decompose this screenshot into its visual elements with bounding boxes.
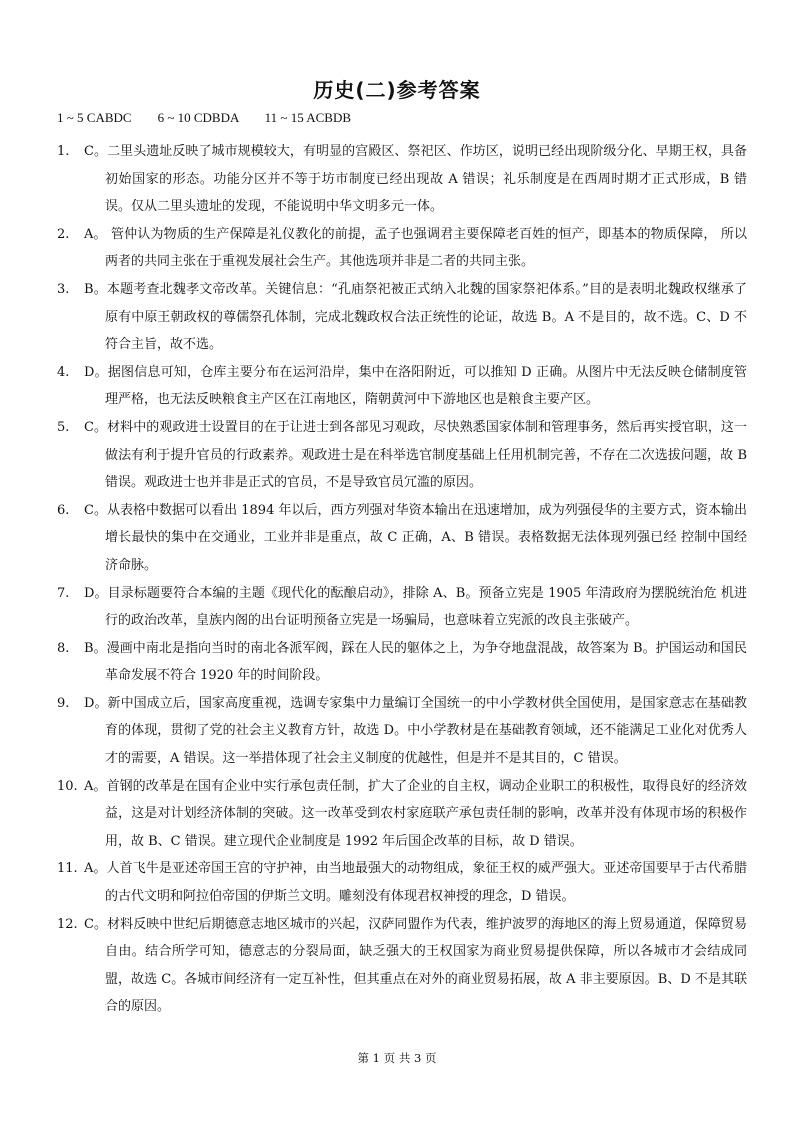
answer-text: C。从表格中数据可以看出 1894 年以后，西方列强对华资本输出在迅速增加，成为列强侵华的主要方式，资本输出增长最快的集中在交通业，工业并非是重点，故 C 正确，A、B 错误。表格数据无法体现列强已经 控制中国经济命脉。 [84,502,747,573]
answer-item [57,359,747,414]
answer-number: 3. [57,281,70,297]
answer-text: A。首钢的改革是在国有企业中实行承包责任制，扩大了企业的自主权，调动企业职工的积极性，取得良好的经济效益，这是对计划经济体制的突破。这一改革受到农村家庭联产承包责任制的影响，改革并没有体现市场的积极作用，故 B、C 错误。建立现代企业制度是 1992 年后国企改革的目标，故 D 错误。 [84,778,747,849]
answer-text: B。漫画中南北是指向当时的南北各派军阀，踩在人民的躯体之上，为争夺地盘混战，故答案为 B。护国运动和国民革命发展不符合 1920 年的时间阶段。 [84,640,747,684]
answer-item [57,635,747,690]
answer-number: 11. [57,861,78,877]
page-footer: 第 1 页 共 3 页 [357,1051,437,1065]
answer-item [57,855,747,910]
answer-text: C。材料中的观政进士设置目的在于让进士到各部见习观政，尽快熟悉国家体制和管理事务，然后再实授官职，这一做法有利于提升官员的行政素养。观政进士是在科举选官制度基础上任用机制完善，不存在二次选拔问题，故 B 错误。观政进士也并非是正式的官员，不是导致官员冗滥的原因。 [84,419,747,491]
answer-text: A。 管仲认为物质的生产保障是礼仪教化的前提，孟子也强调君主要保障老百姓的恒产，即基本的物质保障， 所以两者的共同主张在于重视发展社会生产。其他选项并非是二者的共同主张。 [84,226,747,270]
answer-item [57,221,747,276]
answer-list [57,138,747,1021]
answer-item [57,497,747,580]
answer-text: C。材料反映中世纪后期德意志地区城市的兴起，汉萨同盟作为代表，维护波罗的海地区的海上贸易通道，保障贸易自由。结合所学可知，德意志的分裂局面，缺乏强大的王权国家为商业贸易提供保障，所以各城市才会结成同盟，故选 C。各城市间经济有一定互补性，但其重点在对外的商业贸易拓展，故 A 非主要原因。B、D 不是其联合的原因。 [84,916,747,1015]
answer-number: 5. [57,419,70,435]
answer-number: 6. [57,502,70,518]
answer-text: C。二里头遗址反映了城市规模较大，有明显的宫殿区、祭祀区、作坊区，说明已经出现阶级分化、早期王权，具备初始国家的形态。功能分区并不等于坊市制度已经出现故 A 错误；礼乐制度是在西周时期才正式形成，B 错误。仅从二里头遗址的发现，不能说明中华文明多元一体。 [84,144,747,215]
page-title: 历史(二)参考答案 [313,78,481,102]
answer-text: A。人首飞牛是亚述帝国王宫的守护神，由当地最强大的动物组成，象征王权的威严强大。亚述帝国要早于古代希腊的古代文明和阿拉伯帝国的伊斯兰文明。雕刻没有体现君权神授的理念，D 错误。 [84,861,747,905]
answer-number: 12. [57,916,78,932]
answer-number: 7. [57,585,70,601]
answer-summary: 1 ~ 5 CABDC 6 ~ 10 CDBDA 11 ~ 15 ACBDB [57,110,352,125]
answer-number: 10. [57,778,78,794]
answer-item [57,773,747,856]
answer-text: B。本题考查北魏孝文帝改革。关键信息：“孔庙祭祀被正式纳入北魏的国家祭祀体系。”目的是表明北魏政权继承了原有中原王朝政权的尊儒祭孔体制，完成北魏政权合法正统性的论证，故选 B。A 不是目的，故不选。C、D 不符合主旨，故不选。 [84,281,747,353]
answer-item [57,276,747,359]
answer-item [57,414,747,497]
answer-text: D。目录标题要符合本编的主题《现代化的酝酿启动》，排除 A、B。预备立宪是 1905 年清政府为摆脱统治危 机进行的政治改革，皇族内阁的出台证明预备立宪是一场骗局，也意味着立宪派的改良主张破产。 [84,585,747,629]
answer-item [57,138,747,221]
answer-number: 4. [57,364,70,380]
answer-number: 2. [57,226,70,242]
answer-item [57,911,747,1021]
answer-number: 1. [57,144,70,159]
answer-text: D。新中国成立后，国家高度重视，选调专家集中力量编订全国统一的中小学教材供全国使用，是国家意志在基础教育的体现，贯彻了党的社会主义教育方针，故选 D。中小学教材是在基础教育领域，还不能满足工业化对优秀人才的需要，A 错误。这一举措体现了社会主义制度的优越性，但是并不是其目的，C 错误。 [84,695,747,767]
answer-item [57,690,747,773]
answer-text: D。据图信息可知，仓库主要分布在运河沿岸，集中在洛阳附近，可以推知 D 正确。从图片中无法反映仓储制度管理严格，也无法反映粮食主产区在江南地区，隋朝黄河中下游地区也是粮食主要产区。 [84,364,747,408]
answer-number: 9. [57,695,70,711]
answer-item [57,580,747,635]
answer-number: 8. [57,640,70,656]
